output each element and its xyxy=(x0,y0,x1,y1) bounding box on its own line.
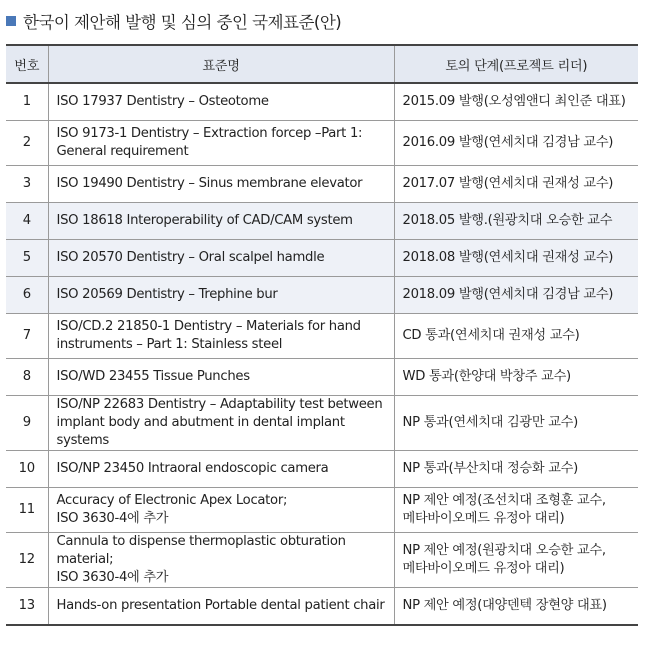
stage-cell xyxy=(394,240,638,277)
standard-name-line: ISO/WD 23455 Tissue Punches xyxy=(56,369,250,384)
row-number: 4 xyxy=(6,203,48,240)
page-title-text: 한국이 제안해 발행 및 심의 중인 국제표준(안) xyxy=(23,13,342,32)
standards-table xyxy=(6,44,638,626)
standard-name-cell xyxy=(48,121,394,166)
standard-name-line: General requirement xyxy=(56,144,189,159)
standard-name-line: ISO 3630-4에 추가 xyxy=(56,511,169,526)
header-standard: 표준명 xyxy=(48,45,394,83)
row-number: 13 xyxy=(6,588,48,626)
stage-cell xyxy=(394,277,638,314)
row-number: 8 xyxy=(6,359,48,396)
stage-cell xyxy=(394,359,638,396)
stage-cell xyxy=(394,533,638,588)
standard-name-line: ISO 18618 Interoperability of CAD/CAM system xyxy=(56,213,353,228)
table-row xyxy=(6,488,638,533)
stage-cell xyxy=(394,488,638,533)
table-row xyxy=(6,533,638,588)
standard-name-line: ISO 9173-1 Dentistry – Extraction forcep –Part 1: xyxy=(56,126,363,141)
table-row xyxy=(6,451,638,488)
stage-cell xyxy=(394,83,638,121)
standard-name-cell xyxy=(48,166,394,203)
stage-cell xyxy=(394,588,638,626)
table-row xyxy=(6,359,638,396)
row-number: 10 xyxy=(6,451,48,488)
standard-name-cell xyxy=(48,396,394,451)
standard-name-cell xyxy=(48,451,394,488)
standard-name-line: instruments – Part 1: Stainless steel xyxy=(56,337,283,352)
row-number: 5 xyxy=(6,240,48,277)
table-header-row xyxy=(6,45,638,83)
row-number: 6 xyxy=(6,277,48,314)
stage-line: 메타바이오메드 유정아 대리) xyxy=(402,561,565,576)
stage-line: NP 통과(연세치대 김광만 교수) xyxy=(402,415,578,430)
row-number: 9 xyxy=(6,396,48,451)
standard-name-line: ISO 20570 Dentistry – Oral scalpel hamdle xyxy=(56,250,325,265)
standard-name-cell xyxy=(48,240,394,277)
standard-name-line: ISO 20569 Dentistry – Trephine bur xyxy=(56,287,278,302)
row-number: 2 xyxy=(6,121,48,166)
stage-line: NP 통과(부산치대 정승화 교수) xyxy=(402,461,578,476)
table-row xyxy=(6,240,638,277)
standard-name-cell xyxy=(48,588,394,626)
header-number: 번호 xyxy=(6,45,48,83)
standard-name-line: ISO/NP 23450 Intraoral endoscopic camera xyxy=(56,461,329,476)
standard-name-line: Accuracy of Electronic Apex Locator; xyxy=(56,493,288,508)
standard-name-cell xyxy=(48,203,394,240)
table-row xyxy=(6,203,638,240)
stage-line: 2018.08 발행(연세치대 권재성 교수) xyxy=(402,250,614,265)
table-row xyxy=(6,121,638,166)
stage-line: 메타바이오메드 유정아 대리) xyxy=(402,511,565,526)
standard-name-line: ISO 17937 Dentistry – Osteotome xyxy=(56,94,269,109)
standard-name-line: ISO/CD.2 21850-1 Dentistry – Materials for hand xyxy=(56,319,361,334)
table-row xyxy=(6,83,638,121)
standard-name-cell xyxy=(48,359,394,396)
stage-line: 2016.09 발행(연세치대 김경남 교수) xyxy=(402,135,614,150)
page-title xyxy=(6,8,341,34)
standard-name-line: ISO/NP 22683 Dentistry – Adaptability test between xyxy=(56,397,383,412)
row-number: 1 xyxy=(6,83,48,121)
table-body xyxy=(6,83,638,625)
standard-name-line: Hands-on presentation Portable dental patient chair xyxy=(56,598,385,613)
stage-cell xyxy=(394,314,638,359)
stage-cell xyxy=(394,203,638,240)
row-number: 12 xyxy=(6,533,48,588)
stage-line: 2015.09 발행(오성엠앤디 최인준 대표) xyxy=(402,94,626,109)
standard-name-line: ISO 3630-4에 추가 xyxy=(56,570,169,585)
table-row xyxy=(6,277,638,314)
standard-name-cell xyxy=(48,533,394,588)
table-row xyxy=(6,166,638,203)
stage-cell xyxy=(394,121,638,166)
table-row xyxy=(6,314,638,359)
stage-cell xyxy=(394,166,638,203)
standard-name-cell xyxy=(48,488,394,533)
stage-line: CD 통과(연세치대 권재성 교수) xyxy=(402,328,580,343)
standard-name-line: implant body and abutment in dental implant systems xyxy=(56,415,345,448)
standard-name-cell xyxy=(48,314,394,359)
stage-line: 2017.07 발행(연세치대 권재성 교수) xyxy=(402,176,614,191)
stage-cell xyxy=(394,451,638,488)
stage-line: NP 제안 예정(원광치대 오승한 교수, xyxy=(402,543,606,558)
row-number: 3 xyxy=(6,166,48,203)
standard-name-line: Cannula to dispense thermoplastic obturation material; xyxy=(56,534,346,567)
standard-name-line: ISO 19490 Dentistry – Sinus membrane elevator xyxy=(56,176,363,191)
header-stage: 토의 단계(프로젝트 리더) xyxy=(394,45,638,83)
standard-name-cell xyxy=(48,83,394,121)
stage-line: 2018.09 발행(연세치대 김경남 교수) xyxy=(402,287,614,302)
table-row xyxy=(6,396,638,451)
stage-line: NP 제안 예정(조선치대 조형훈 교수, xyxy=(402,493,606,508)
stage-line: 2018.05 발행.(원광치대 오승한 교수 xyxy=(402,213,613,228)
table-row xyxy=(6,588,638,626)
standard-name-cell xyxy=(48,277,394,314)
row-number: 11 xyxy=(6,488,48,533)
row-number: 7 xyxy=(6,314,48,359)
stage-cell xyxy=(394,396,638,451)
stage-line: WD 통과(한양대 박창주 교수) xyxy=(402,369,571,384)
stage-line: NP 제안 예정(대양덴텍 장현양 대표) xyxy=(402,598,607,613)
square-bullet-icon xyxy=(6,16,16,26)
